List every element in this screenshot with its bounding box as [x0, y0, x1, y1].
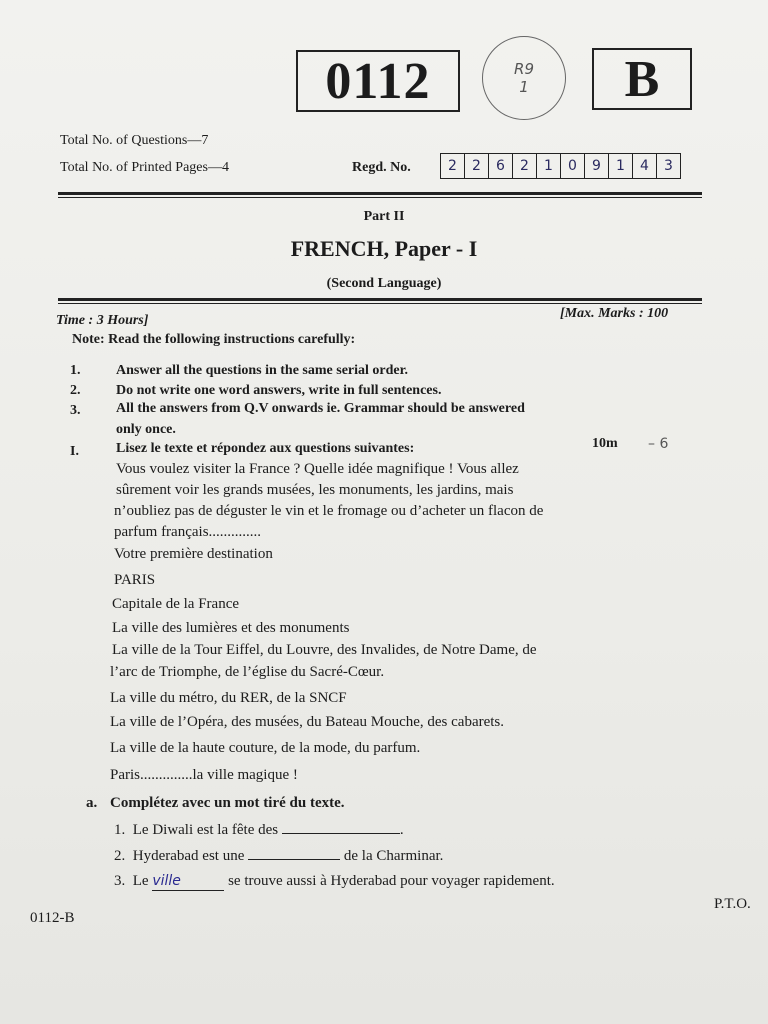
examiner-stamp — [482, 36, 566, 120]
answer-blank[interactable] — [152, 873, 224, 891]
answer-blank[interactable] — [248, 859, 340, 860]
instructions-note: Note: Read the following instructions carefully: — [72, 332, 356, 347]
instruction-number: 1. — [70, 363, 81, 378]
fill-item-before: Le — [132, 873, 149, 889]
passage-line: parfum français.............. — [114, 524, 262, 540]
passage-line: l’arc de Triomphe, de l’église du Sacré-Cœur. — [110, 664, 385, 680]
passage-line: La ville de l’Opéra, des musées, du Bateau Mouche, des cabarets. — [110, 714, 505, 730]
passage-line: Vous voulez visiter la France ? Quelle idée magnifique ! Vous allez — [116, 461, 519, 477]
total-questions: Total No. of Questions—7 — [60, 133, 209, 148]
passage-line: La ville du métro, du RER, de la SNCF — [110, 690, 347, 706]
exam-title: FRENCH, Paper - I — [290, 236, 478, 261]
footer-code: 0112-B — [30, 910, 75, 926]
fill-item — [114, 822, 404, 839]
regd-digit: 2 — [441, 154, 465, 178]
stamp-text-top: R9 — [514, 60, 534, 78]
passage-line: La ville de la haute couture, de la mode, du parfum. — [110, 740, 421, 756]
exam-subtitle: (Second Language) — [326, 276, 442, 291]
answer-blank[interactable] — [282, 833, 400, 834]
regd-digit: 9 — [585, 154, 609, 178]
regd-digit: 2 — [513, 154, 537, 178]
instruction-text: Answer all the questions in the same serial order. — [116, 363, 409, 378]
regd-digit: 6 — [489, 154, 513, 178]
regd-digit: 1 — [537, 154, 561, 178]
time-allowed: Time : 3 Hours] — [56, 313, 149, 328]
instruction-number: 2. — [70, 383, 81, 398]
instruction-text: only once. — [116, 422, 176, 437]
paper-code: 0112 — [296, 50, 460, 112]
question-heading: Lisez le texte et répondez aux questions suivantes: — [116, 441, 415, 456]
series-letter: B — [592, 48, 692, 110]
fill-item-after: se trouve aussi à Hyderabad pour voyager rapidement. — [228, 873, 555, 889]
fill-item-after: de la Charminar. — [343, 848, 444, 864]
passage-line: Paris..............la ville magique ! — [110, 767, 298, 783]
passage-line: Capitale de la France — [112, 596, 240, 612]
regd-digit: 1 — [609, 154, 633, 178]
fill-item-number: 3. — [114, 873, 126, 889]
regd-number-boxes — [440, 153, 681, 179]
instruction-number: 3. — [70, 403, 81, 418]
regd-digit: 4 — [633, 154, 657, 178]
passage-line: Votre première destination — [114, 546, 273, 562]
fill-item-before: Le Diwali est la fête des — [132, 822, 279, 838]
part-label: Part II — [363, 209, 405, 224]
fill-item-number: 1. — [114, 822, 126, 838]
instruction-text: All the answers from Q.V onwards ie. Grammar should be answered — [116, 401, 525, 416]
fill-item — [114, 848, 443, 865]
passage-line: sûrement voir les grands musées, les monuments, les jardins, mais — [116, 482, 514, 498]
passage-line: n’oubliez pas de déguster le vin et le fromage ou d’acheter un flacon de — [114, 503, 544, 519]
fill-item-number: 2. — [114, 848, 126, 864]
handwritten-mark-note: – 6 — [648, 436, 669, 452]
question-marks: 10m — [592, 436, 618, 451]
fill-item — [114, 873, 555, 891]
part-a-heading: Complétez avec un mot tiré du texte. — [110, 795, 345, 811]
stamp-text-bottom: 1 — [519, 78, 529, 96]
passage-line: La ville des lumières et des monuments — [112, 620, 350, 636]
fill-item-before: Hyderabad est une — [132, 848, 245, 864]
fill-item-after: . — [399, 822, 404, 838]
title-rule-thin — [58, 303, 702, 304]
regd-digit: 2 — [465, 154, 489, 178]
passage-line: PARIS — [114, 572, 156, 588]
title-rule — [58, 298, 702, 301]
regd-digit: 0 — [561, 154, 585, 178]
instruction-text: Do not write one word answers, write in full sentences. — [116, 383, 442, 398]
regd-label: Regd. No. — [352, 160, 411, 175]
part-a-label: a. — [86, 795, 98, 811]
footer-pto: P.T.O. — [714, 896, 751, 912]
header-rule — [58, 192, 702, 195]
max-marks: [Max. Marks : 100 — [560, 306, 669, 321]
answer-handwritten: ville — [152, 873, 181, 889]
header-rule-thin — [58, 197, 702, 198]
passage-line: La ville de la Tour Eiffel, du Louvre, des Invalides, de Notre Dame, de — [112, 642, 537, 658]
question-number: I. — [70, 444, 79, 459]
total-pages: Total No. of Printed Pages—4 — [60, 160, 229, 175]
regd-digit: 3 — [664, 158, 673, 174]
